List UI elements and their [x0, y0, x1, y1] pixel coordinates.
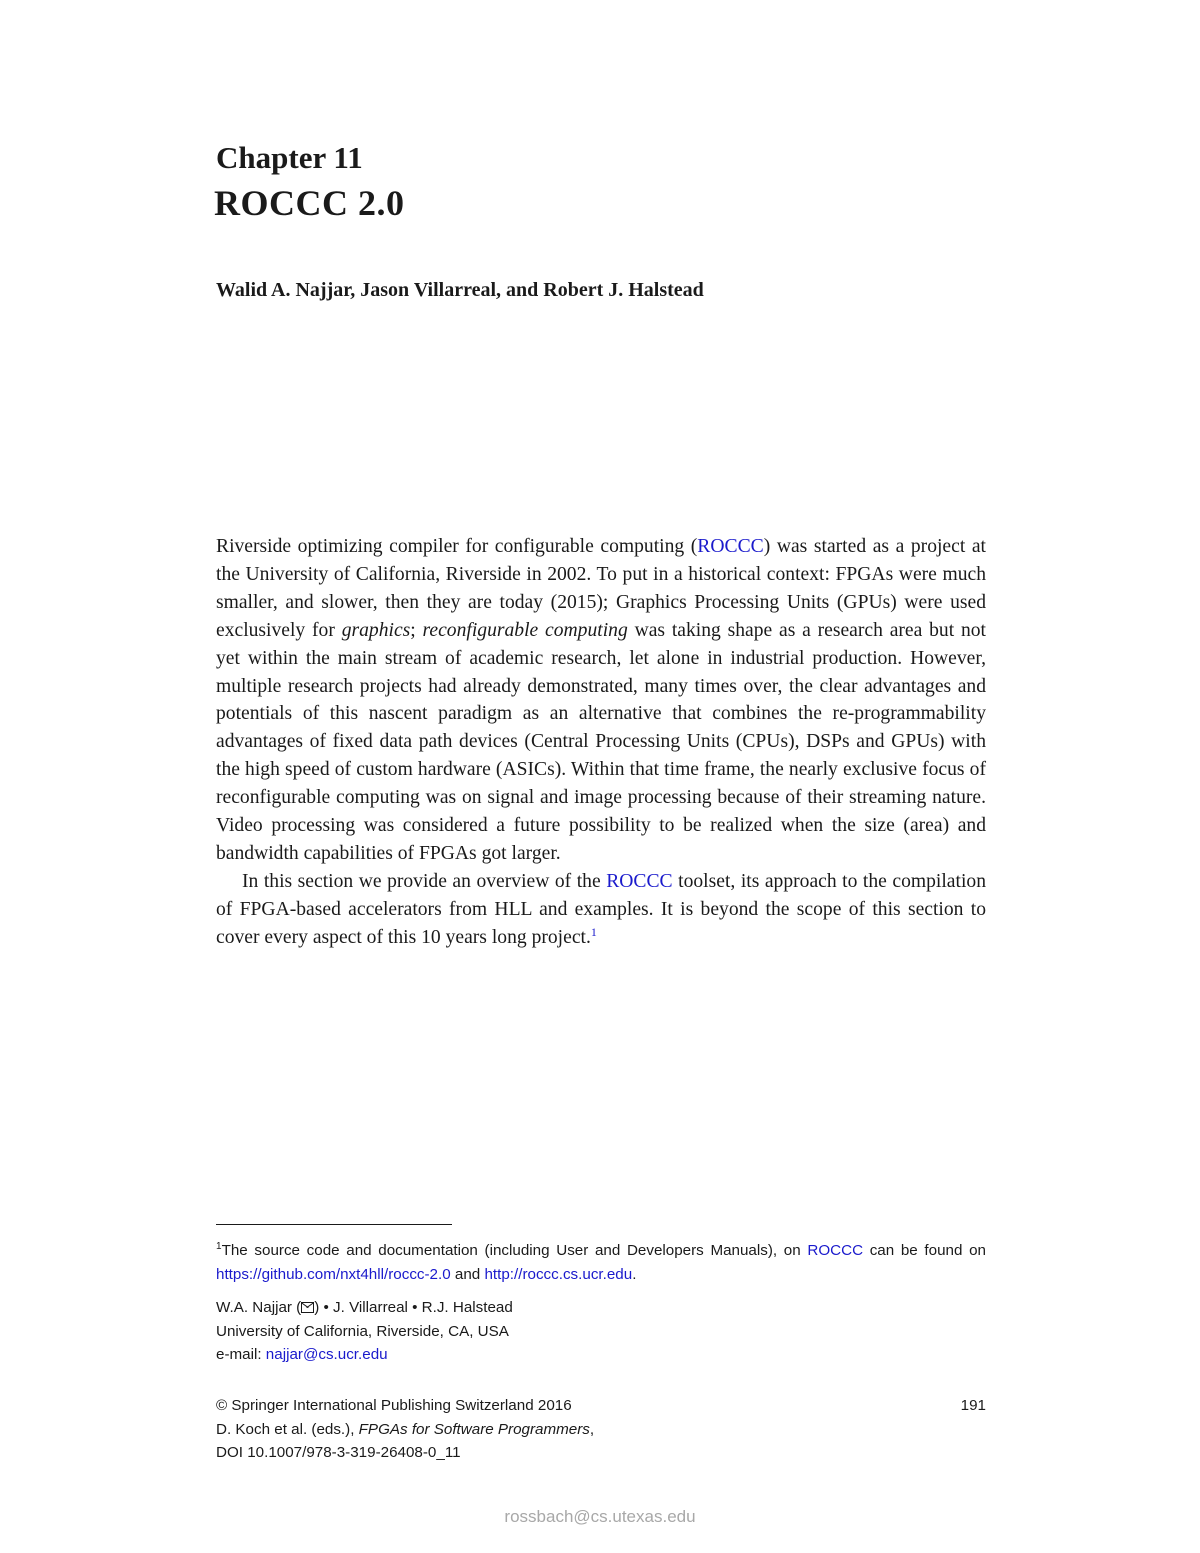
footnote-reference[interactable]: 1 — [590, 924, 597, 939]
roccc-site-link[interactable]: http://roccc.cs.ucr.edu — [484, 1265, 633, 1283]
doi-line: DOI 10.1007/978-3-319-26408-0_11 — [216, 1444, 461, 1461]
authors-line: Walid A. Najjar, Jason Villarreal, and Robert J. Halstead — [216, 279, 704, 301]
body-text: ) was started as a project at the University of California, Riverside in 2002. To put in a historical context: FPGAs were much smaller, and slower, then they are today (2015); Graphics Processing Units (GPUs) were used exclusively for — [216, 536, 986, 641]
body-paragraph-1 — [216, 533, 986, 868]
watermark: rossbach@cs.utexas.edu — [504, 1507, 696, 1526]
email-link[interactable]: najjar@cs.ucr.edu — [265, 1346, 388, 1363]
roccc-link[interactable]: ROCCC — [606, 870, 673, 892]
author-name-text: W.A. Najjar ( — [216, 1299, 302, 1316]
body-text: ; — [410, 619, 423, 641]
chapter-body — [216, 533, 986, 952]
book-title: FPGAs for Software Programmers — [358, 1420, 590, 1438]
emphasis-text: reconfigurable computing — [422, 619, 628, 641]
body-text: was taking shape as a research area but not yet within the main stream of academic research, let alone in industrial production. However, multiple research projects had already demonstrated, many times over, the clear advantages and potentials of this nascent paradigm as an alternative that combines the re-programmability advantages of fixed data path devices (Central Processing Units (CPUs), DSPs and GPUs) with the high speed of custom hardware (ASICs). Within that time frame, the nearly exclusive focus of reconfigurable computing was on signal and image processing because of their streaming nature. Video processing was considered a future possibility to be realized when the size (area) and bandwidth capabilities of FPGAs got larger. — [216, 619, 986, 864]
email-line — [216, 1343, 513, 1367]
page-number: 191 — [960, 1397, 986, 1414]
github-url-link[interactable]: https://github.com/nxt4hll/roccc-2.0 — [216, 1265, 451, 1283]
email-label: e-mail: — [216, 1346, 266, 1363]
emphasis-text: graphics — [341, 619, 411, 641]
editors-text: , — [589, 1420, 595, 1438]
editors-line — [216, 1418, 594, 1442]
footnote-text: . — [632, 1265, 637, 1283]
editors-text: D. Koch et al. (eds.), — [216, 1420, 359, 1438]
footnote-divider — [216, 1224, 452, 1225]
copyright-line: © Springer International Publishing Switzerland 2016 — [216, 1397, 572, 1414]
roccc-link[interactable]: ROCCC — [807, 1242, 864, 1259]
author-name-text: ) • J. Villarreal • R.J. Halstead — [314, 1299, 513, 1316]
roccc-link[interactable]: ROCCC — [697, 536, 764, 557]
body-text: In this section we provide an overview of the — [242, 870, 607, 892]
body-paragraph-2 — [216, 868, 986, 952]
chapter-title: ROCCC 2.0 — [214, 183, 405, 223]
body-text: toolset, its approach to the compilation of FPGA-based accelerators from HLL and examples. It is beyond the scope of this section to cover every aspect of this 10 years long project. — [216, 870, 986, 948]
body-text: Riverside optimizing compiler for configurable computing ( — [216, 536, 698, 557]
footnote-text: and — [450, 1265, 485, 1283]
publication-info — [216, 1394, 594, 1465]
author-affiliation — [216, 1296, 513, 1367]
envelope-icon — [301, 1302, 314, 1313]
footnote-text: can be found on — [863, 1242, 986, 1259]
chapter-label: Chapter 11 — [216, 140, 363, 175]
footnote — [216, 1239, 986, 1286]
footnote-text: The source code and documentation (including User and Developers Manuals), on — [221, 1242, 808, 1259]
footnote-mark: 1 — [216, 1241, 222, 1252]
institution: University of California, Riverside, CA, USA — [216, 1322, 509, 1340]
author-names — [216, 1296, 513, 1320]
